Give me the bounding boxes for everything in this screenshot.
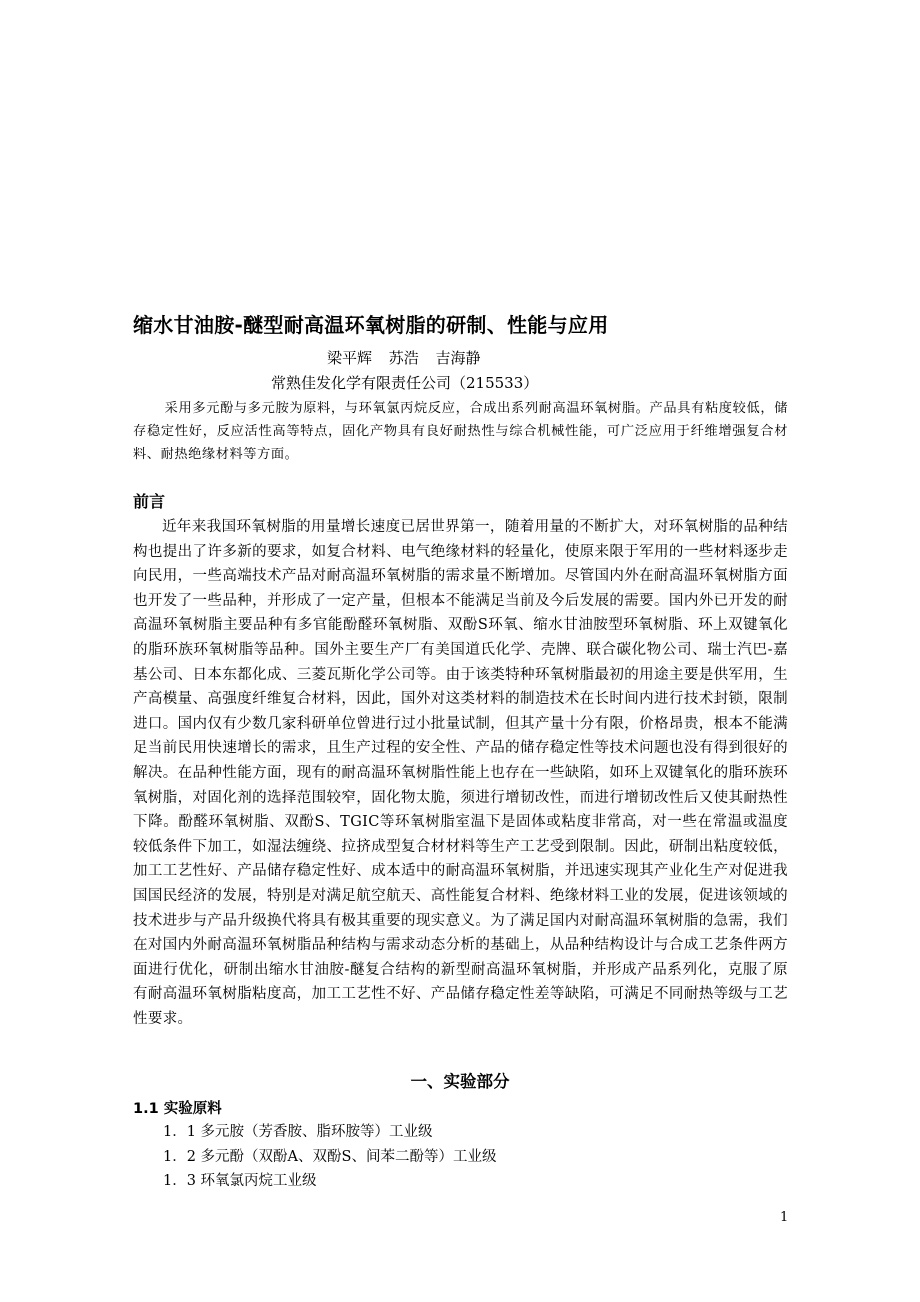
- materials-list: [163, 1120, 496, 1194]
- paper-title: 缩水甘油胺-醚型耐高温环氧树脂的研制、性能与应用: [133, 313, 609, 337]
- page-number: 1: [780, 1210, 789, 1225]
- section-heading-experimental: 一、实验部分: [410, 1072, 510, 1091]
- preface-heading: 前言: [133, 492, 166, 511]
- subsection-heading-materials: 1.1 实验原料: [133, 1101, 222, 1117]
- list-item: 1．3 环氧氯丙烷工业级: [163, 1173, 317, 1189]
- list-item: 1．1 多元胺（芳香胺、脂环胺等）工业级: [163, 1124, 433, 1140]
- affiliation: 常熟佳发化学有限责任公司（215533）: [271, 374, 539, 392]
- list-item: 1．2 多元酚（双酚A、双酚S、间苯二酚等）工业级: [163, 1148, 497, 1165]
- preface-body: 近年来我国环氧树脂的用量增长速度已居世界第一，随着用量的不断扩大，对环氧树脂的品种结构也提出了许多新的要求，如复合材料、电气绝缘材料的轻量化，使原来限于军用的一些材料逐步走向民用，一些高端技术产品对耐高温环氧树脂的需求量不断增加。尽管国内外在耐高温环氧树脂方面也开发了一些品种，并形成了一定产量，但根本不能满足当前及今后发展的需要。国内外已开发的耐高温环氧树脂主要品种有多官能酚醛环氧树脂、双酚S环氧、缩水甘油胺型环氧树脂、环上双键氧化的脂环族环氧树脂等品种。国外主要生产厂有美国道氏化学、壳牌、联合碳化物公司、瑞士汽巴-嘉基公司、日本东都化成、三菱瓦斯化学公司等。由于该类特种环氧树脂最初的用途主要是供军用，生产高模量、高强度纤维复合材料，因此，国外对这类材料的制造技术在长时间内进行技术封锁，限制进口。国内仅有少数几家科研单位曾进行过小批量试制，但其产量十分有限，价格昂贵，根本不能满足当前民用快速增长的需求，且生产过程的安全性、产品的储存稳定性等技术问题也没有得到很好的解决。在品种性能方面，现有的耐高温环氧树脂性能上也存在一些缺陷，如环上双键氧化的脂环族环氧树脂，对固化剂的选择范围较窄，固化物太脆，须进行增韧改性，而进行增韧改性后又使其耐热性下降。酚醛环氧树脂、双酚S、TGIC等环氧树脂室温下是固体或粘度非常高，对一些在常温或温度较低条件下加工，如湿法缠绕、拉挤成型复合材材料等生产工艺受到限制。因此，研制出粘度较低，加工工艺性好、产品储存稳定性好、成本适中的耐高温环氧树脂，并迅速实现其产业化生产对促进我国国民经济的发展，特别是对满足航空航天、高性能复合材料、绝缘材料工业的发展，促进该领域的技术进步与产品升级换代将具有极其重要的现实意义。为了满足国内对耐高温环氧树脂的急需，我们在对国内外耐高温环氧树脂品种结构与需求动态分析的基础上，从品种结构设计与合成工艺条件两方面进行优化，研制出缩水甘油胺-醚复合结构的新型耐高温环氧树脂，并形成产品系列化，克服了原有耐高温环氧树脂粘度高，加工工艺性不好、产品储存稳定性差等缺陷，可满足不同耐热等级与工艺性要求。: [133, 519, 788, 1027]
- authors: 梁平辉 苏浩 吉海静: [327, 349, 481, 367]
- abstract: 采用多元酚与多元胺为原料，与环氧氯丙烷反应，合成出系列耐高温环氧树脂。产品具有粘度较低，储存稳定性好，反应活性高等特点，固化产物具有良好耐热性与综合机械性能，可广泛应用于纤维增强复合材料、耐热绝缘材料等方面。: [133, 401, 788, 462]
